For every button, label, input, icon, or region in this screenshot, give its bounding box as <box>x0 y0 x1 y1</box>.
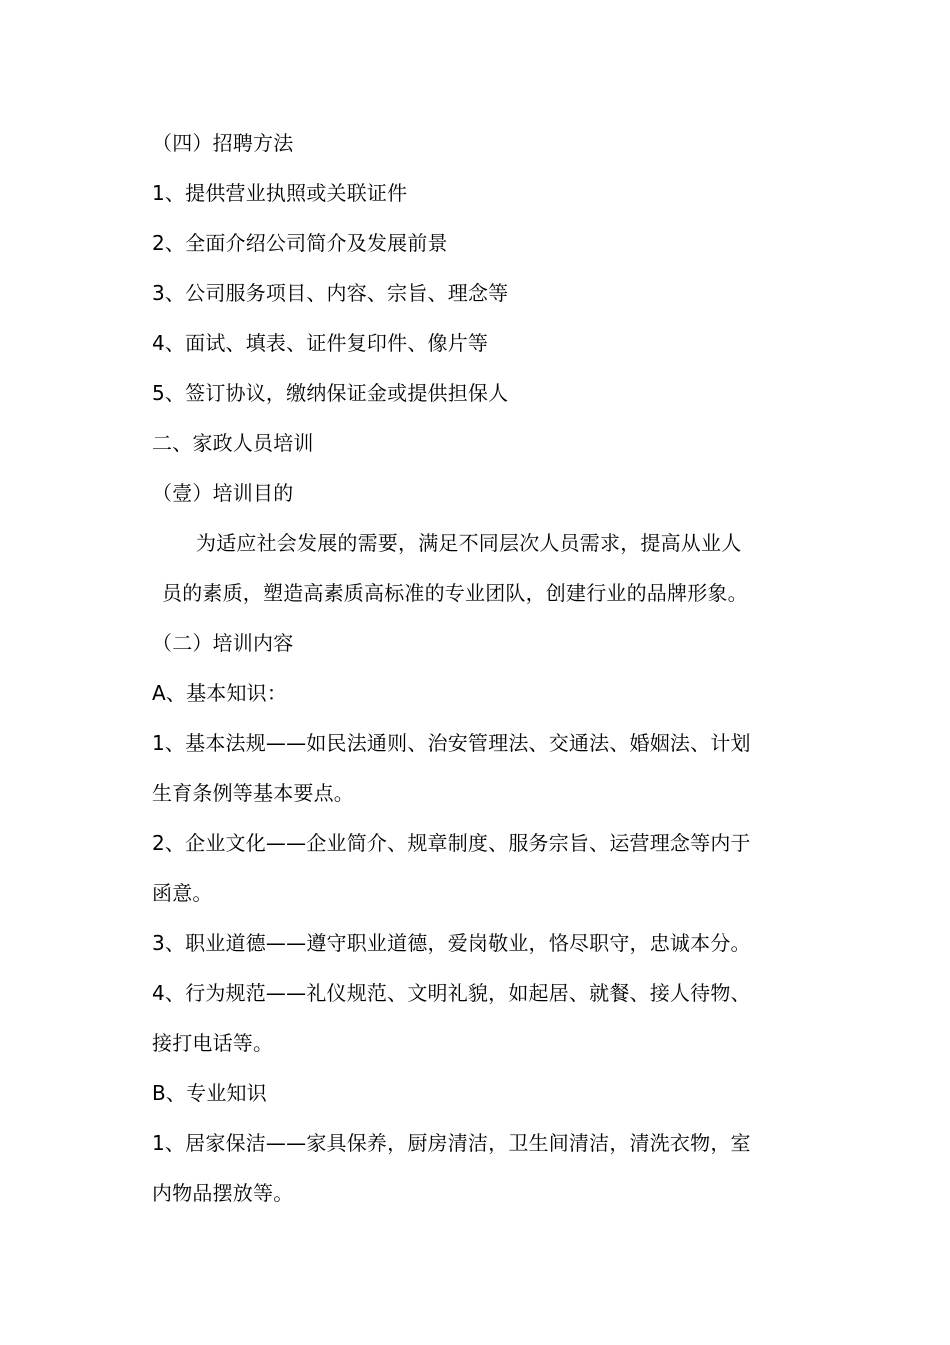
list-item: 2、企业文化——企业简介、规章制度、服务宗旨、运营理念等内于 <box>152 831 751 855</box>
subheading-basic-knowledge: A、基本知识： <box>152 681 288 705</box>
paragraph-line: 为适应社会发展的需要，满足不同层次人员需求，提高从业人 <box>196 531 742 555</box>
section-heading-recruitment-methods: （四）招聘方法 <box>152 131 294 155</box>
list-item-continuation: 内物品摆放等。 <box>152 1181 294 1205</box>
subheading-professional-knowledge: B、专业知识 <box>152 1081 267 1105</box>
list-item: 1、基本法规——如民法通则、治安管理法、交通法、婚姻法、计划 <box>152 731 751 755</box>
list-item: 3、职业道德——遵守职业道德，爱岗敬业，恪尽职守，忠诚本分。 <box>152 931 751 955</box>
list-item: 4、行为规范——礼仪规范、文明礼貌，如起居、就餐、接人待物、 <box>152 981 751 1005</box>
list-item-continuation: 函意。 <box>152 881 213 905</box>
list-item-continuation: 生育条例等基本要点。 <box>152 781 354 805</box>
list-item: 4、面试、填表、证件复印件、像片等 <box>152 331 489 355</box>
list-item: 3、公司服务项目、内容、宗旨、理念等 <box>152 281 509 305</box>
list-item: 5、签订协议，缴纳保证金或提供担保人 <box>152 381 509 405</box>
paragraph-line: 员的素质，塑造高素质高标准的专业团队，创建行业的品牌形象。 <box>162 581 748 605</box>
chapter-heading-staff-training: 二、家政人员培训 <box>152 431 314 455</box>
list-item-continuation: 接打电话等。 <box>152 1031 274 1055</box>
list-item: 2、全面介绍公司简介及发展前景 <box>152 231 448 255</box>
section-heading-training-purpose: （壹）培训目的 <box>152 481 294 505</box>
list-item: 1、居家保洁——家具保养，厨房清洁，卫生间清洁，清洗衣物，室 <box>152 1131 751 1155</box>
section-heading-training-content: （二）培训内容 <box>152 631 294 655</box>
list-item: 1、提供营业执照或关联证件 <box>152 181 408 205</box>
